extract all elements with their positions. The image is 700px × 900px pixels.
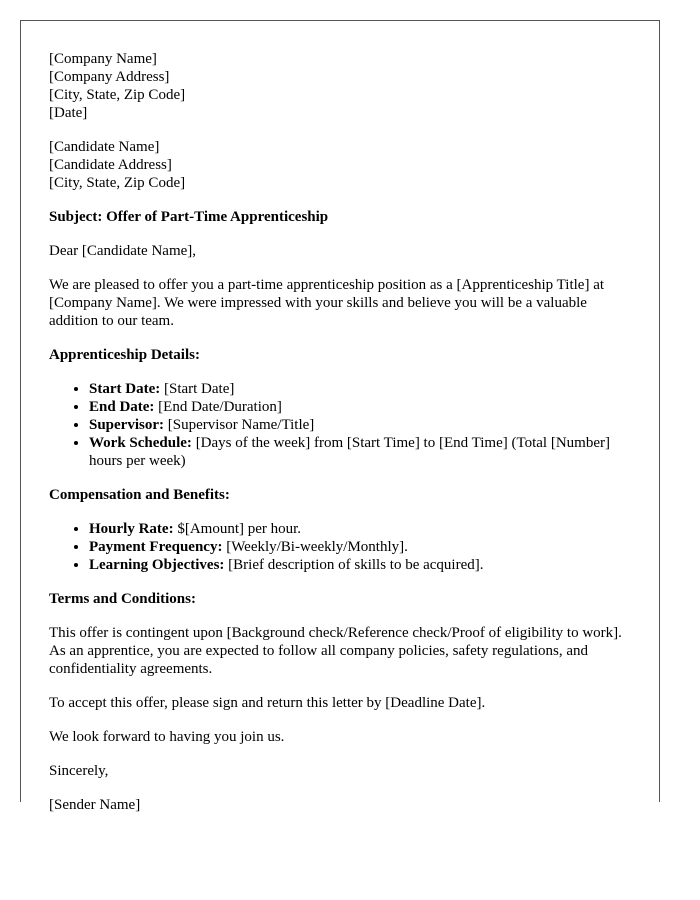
subject-line: Subject: Offer of Part-Time Apprenticeship xyxy=(49,209,329,225)
letter-date: [Date] xyxy=(49,105,88,121)
list-item xyxy=(89,520,639,538)
acceptance-paragraph: To accept this offer, please sign and return this letter by [Deadline Date]. xyxy=(49,695,486,711)
letter-body xyxy=(49,50,639,814)
list-item xyxy=(89,416,639,434)
apprenticeship-details-heading: Apprenticeship Details: xyxy=(49,347,200,363)
sender-company-address: [Company Address] xyxy=(49,69,170,85)
compensation-heading: Compensation and Benefits: xyxy=(49,487,230,503)
list-item xyxy=(89,398,639,416)
recipient-city-state-zip: [City, State, Zip Code] xyxy=(49,175,186,191)
compensation-value: [Brief description of skills to be acquired]. xyxy=(224,557,484,573)
terms-heading: Terms and Conditions: xyxy=(49,591,196,607)
sender-city-state-zip: [City, State, Zip Code] xyxy=(49,87,186,103)
list-item xyxy=(89,434,639,470)
list-item xyxy=(89,538,639,556)
compensation-value: $[Amount] per hour. xyxy=(173,521,302,537)
closing-line: We look forward to having you join us. xyxy=(49,729,285,745)
list-item xyxy=(89,556,639,574)
recipient-address: [Candidate Address] xyxy=(49,157,172,173)
apprenticeship-details-list xyxy=(49,380,639,470)
terms-paragraph: This offer is contingent upon [Background check/Reference check/Proof of eligibility to work]. As an apprentice, you are expected to follow all company policies, safety regulations, and confidentiality agreements. xyxy=(49,625,622,677)
signature-name: [Sender Name] xyxy=(49,797,141,813)
detail-value: [Start Date] xyxy=(160,381,235,397)
detail-label: Start Date: xyxy=(89,381,161,397)
recipient-address-block xyxy=(49,138,639,192)
sign-off: Sincerely, xyxy=(49,763,109,779)
detail-value: [End Date/Duration] xyxy=(154,399,282,415)
compensation-label: Hourly Rate: xyxy=(89,521,174,537)
compensation-list xyxy=(49,520,639,574)
recipient-name: [Candidate Name] xyxy=(49,139,160,155)
salutation: Dear [Candidate Name], xyxy=(49,243,197,259)
detail-label: End Date: xyxy=(89,399,155,415)
detail-value: [Days of the week] from [Start Time] to [End Time] (Total [Number] hours per week) xyxy=(89,435,610,469)
detail-label: Work Schedule: xyxy=(89,435,192,451)
letter-page xyxy=(20,20,660,813)
intro-paragraph: We are pleased to offer you a part-time apprenticeship position as a [Apprenticeship Title] at [Company Name]. We were impressed with your skills and believe you will be a valuable addition to our team. xyxy=(49,277,605,329)
list-item xyxy=(89,380,639,398)
detail-value: [Supervisor Name/Title] xyxy=(164,417,315,433)
detail-label: Supervisor: xyxy=(89,417,164,433)
compensation-value: [Weekly/Bi-weekly/Monthly]. xyxy=(222,539,408,555)
compensation-label: Learning Objectives: xyxy=(89,557,225,573)
compensation-label: Payment Frequency: xyxy=(89,539,223,555)
sender-company-name: [Company Name] xyxy=(49,51,157,67)
sender-address-block xyxy=(49,50,639,122)
